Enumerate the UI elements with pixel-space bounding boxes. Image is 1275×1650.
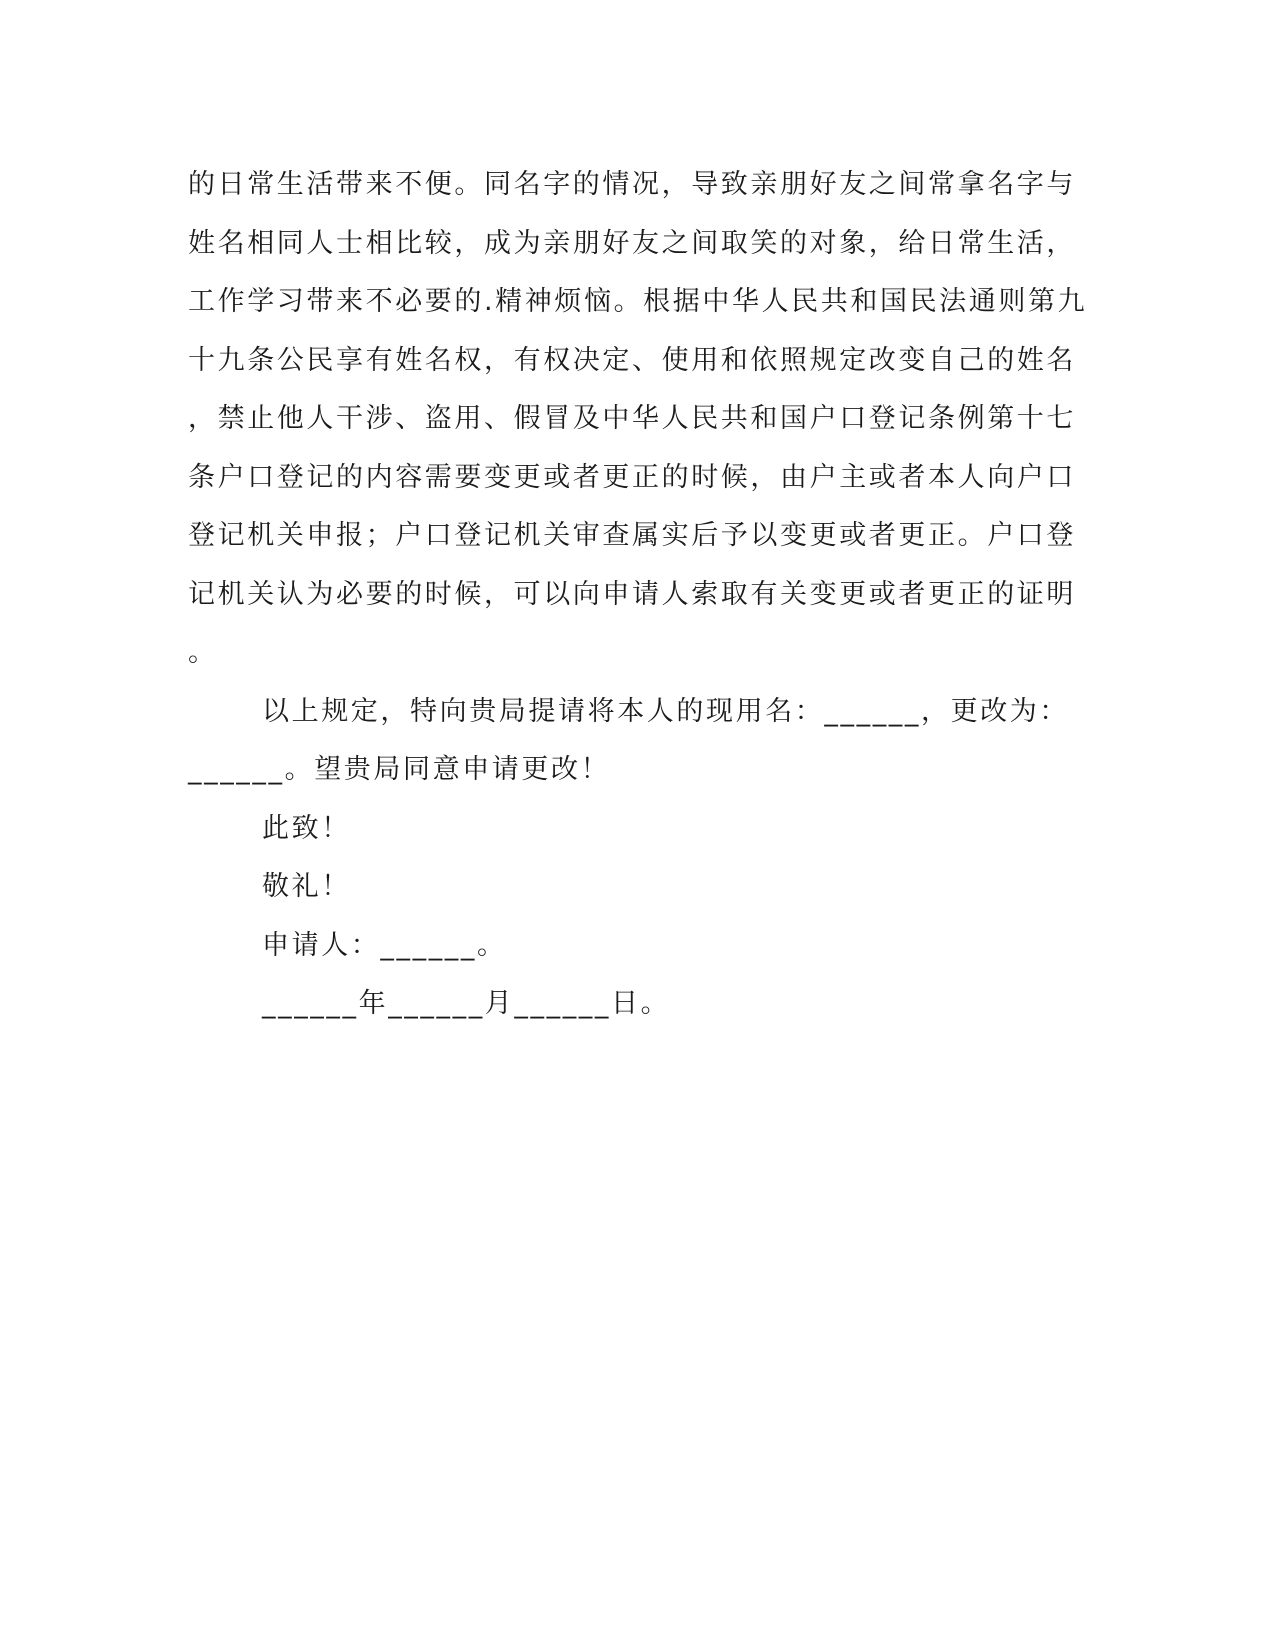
body-line-3: 工作学习带来不必要的.精神烦恼。根据中华人民共和国民法通则第九 (188, 286, 1088, 317)
request-line-2: ______。望贵局同意申请更改！ (188, 754, 611, 785)
closing-line-2: 敬礼！ (262, 871, 351, 902)
body-line-9: 。 (188, 637, 218, 668)
request-line-1: 以上规定，特向贵局提请将本人的现用名：______，更改为： (262, 696, 1069, 727)
applicant-line: 申请人：______。 (262, 930, 507, 961)
body-line-6: 条户口登记的内容需要变更或者更正的时候，由户主或者本人向户口 (188, 462, 1076, 493)
body-line-1: 的日常生活带来不便。同名字的情况，导致亲朋好友之间常拿名字与 (188, 169, 1076, 200)
body-line-5: ，禁止他人干涉、盗用、假冒及中华人民共和国户口登记条例第十七 (188, 403, 1076, 434)
body-line-7: 登记机关申报；户口登记机关审查属实后予以变更或者更正。户口登 (188, 520, 1076, 551)
body-line-4: 十九条公民享有姓名权，有权决定、使用和依照规定改变自己的姓名 (188, 345, 1076, 376)
body-line-8: 记机关认为必要的时候，可以向申请人索取有关变更或者更正的证明 (188, 579, 1076, 610)
body-line-2: 姓名相同人士相比较，成为亲朋好友之间取笑的对象，给日常生活， (188, 228, 1076, 259)
date-line: ______年______月______日。 (262, 988, 671, 1019)
closing-line-1: 此致！ (262, 813, 351, 844)
